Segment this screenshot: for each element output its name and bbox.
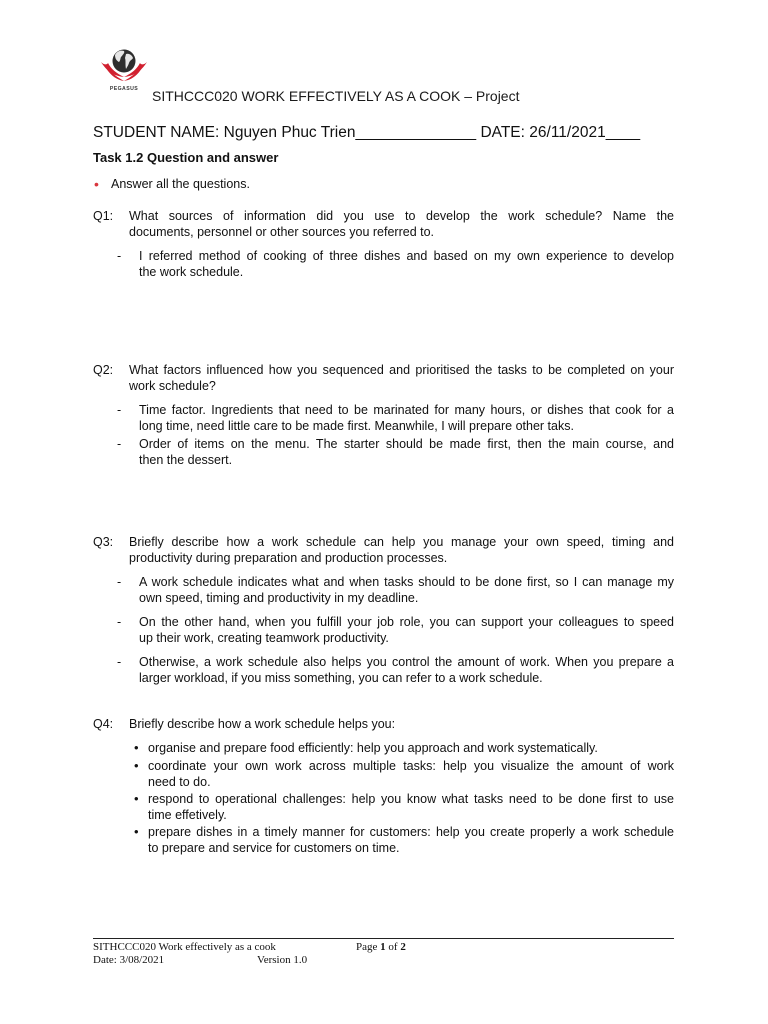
date-label: DATE: — [480, 124, 525, 141]
q4-bullet-3-line-2: time effetively. — [148, 808, 227, 822]
q4-bullet-1-line-1: organise and prepare food efficiently: help you approach and work systematically. — [148, 741, 598, 755]
q4-bullet-4-line-2: to prepare and service for customers on time. — [148, 841, 400, 855]
q4-question — [129, 716, 674, 732]
q4-bullet-4-marker: • — [134, 824, 139, 839]
q1-label: Q1: — [93, 209, 114, 223]
footer-page-number — [356, 941, 406, 953]
q2-question-line-2: work schedule? — [129, 379, 216, 393]
q4-bullet-2 — [148, 758, 674, 790]
q2-answer-1-line-1: Time factor. Ingredients that need to be marinated for many hours, or dishes that cook for a — [139, 403, 674, 417]
q3-answer-1-marker: - — [117, 575, 122, 589]
q1-answer-1-line-2: the work schedule. — [139, 265, 244, 279]
q2-answer-2 — [139, 436, 674, 468]
q4-bullet-2-line-2: need to do. — [148, 775, 211, 789]
q2-answer-2-line-2: then the dessert. — [139, 453, 233, 467]
q3-answer-3 — [139, 654, 674, 686]
q3-answer-2-line-2: up their work, creating teamwork productivity. — [139, 631, 389, 645]
student-name-value: Nguyen Phuc Trien______________ — [223, 124, 477, 141]
q3-answer-2-line-1: On the other hand, when you fulfill your job role, you can support your colleagues to speed — [139, 615, 674, 629]
q3-answer-3-line-1: Otherwise, a work schedule also helps you control the amount of work. When you prepare a — [139, 655, 674, 669]
q3-answer-1-line-1: A work schedule indicates what and when tasks should to be done first, so I can manage my — [139, 575, 674, 589]
footer-date: Date: 3/08/2021 — [93, 954, 165, 966]
q2-question — [129, 362, 674, 394]
footer-rule — [93, 938, 674, 939]
footer-unit: SITHCCC020 Work effectively as a cook — [93, 941, 276, 953]
q3-answer-1 — [139, 574, 674, 606]
q3-answer-2-marker: - — [117, 615, 122, 629]
q4-bullet-4-line-1: prepare dishes in a timely manner for customers: help you create properly a work schedule — [148, 825, 674, 839]
q4-bullet-1 — [148, 740, 674, 756]
q3-question-line-1: Briefly describe how a work schedule can help you manage your own speed, timing and — [129, 535, 674, 549]
student-name-label: STUDENT NAME: — [93, 124, 220, 141]
q2-answer-1-line-2: long time, need little care to be made first. Meanwhile, I will prepare other taks. — [139, 419, 574, 433]
footer-page-current: 1 — [380, 941, 386, 953]
q4-bullet-3-marker: • — [134, 791, 139, 806]
instruction-bullet: • — [94, 176, 99, 192]
q3-answer-1-line-2: own speed, timing and productivity in my deadline. — [139, 591, 419, 605]
footer-page-total: 2 — [400, 941, 406, 953]
q1-question-line-2: documents, personnel or other sources you referred to. — [129, 225, 435, 239]
q4-question-line-1: Briefly describe how a work schedule helps you: — [129, 717, 396, 731]
q1-answer-1 — [139, 248, 674, 280]
footer-version: Version 1.0 — [257, 954, 308, 966]
q4-bullet-2-marker: • — [134, 758, 139, 773]
q4-bullet-3-line-1: respond to operational challenges: help you know what tasks need to be done first to use — [148, 792, 674, 806]
pegasus-logo — [99, 43, 149, 95]
q2-answer-2-line-1: Order of items on the menu. The starter should be made first, then the main course, and — [139, 437, 674, 451]
footer-page-word: Page — [356, 941, 378, 953]
q2-question-line-1: What factors influenced how you sequenced and prioritised the tasks to be completed on your — [129, 363, 674, 377]
q4-label: Q4: — [93, 717, 114, 731]
unit-title: SITHCCC020 WORK EFFECTIVELY AS A COOK – Project — [152, 88, 520, 104]
q4-bullet-1-marker: • — [134, 740, 139, 755]
q3-answer-2 — [139, 614, 674, 646]
q1-question — [129, 208, 674, 240]
q4-bullet-3 — [148, 791, 674, 823]
q4-bullet-4 — [148, 824, 674, 856]
q4-bullet-2-line-1: coordinate your own work across multiple tasks: help you visualize the amount of work — [148, 759, 674, 773]
q1-answer-1-marker: - — [117, 249, 122, 263]
task-title: Task 1.2 Question and answer — [93, 150, 279, 165]
q2-answer-2-marker: - — [117, 437, 122, 451]
q3-label: Q3: — [93, 535, 114, 549]
q3-answer-3-line-2: larger workload, if you miss something, you can refer to a work schedule. — [139, 671, 543, 685]
date-value: 26/11/2021____ — [529, 124, 641, 141]
student-line — [93, 123, 640, 143]
q2-answer-1 — [139, 402, 674, 434]
q2-answer-1-marker: - — [117, 403, 122, 417]
logo-text: PEGASUS — [109, 86, 139, 92]
q3-question-line-2: productivity during preparation and production processes. — [129, 551, 448, 565]
q3-answer-3-marker: - — [117, 655, 122, 669]
q3-question — [129, 534, 674, 566]
q1-question-line-1: What sources of information did you use to develop the work schedule? Name the — [129, 209, 674, 223]
instruction-text: Answer all the questions. — [111, 177, 250, 191]
q2-label: Q2: — [93, 363, 114, 377]
q1-answer-1-line-1: I referred method of cooking of three dishes and based on my own experience to develop — [139, 249, 674, 263]
footer-page-of: of — [388, 941, 398, 953]
